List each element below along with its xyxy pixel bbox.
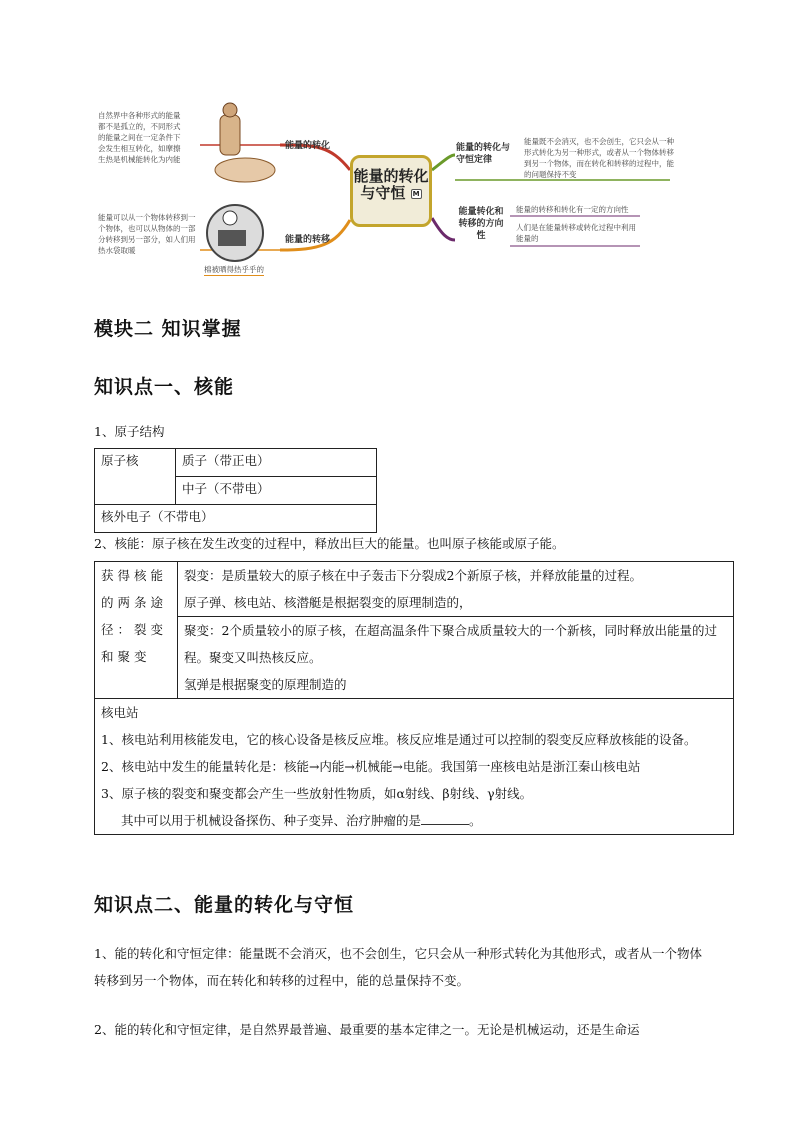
fission-text-1: 裂变：是质量较大的原子核在中子轰击下分裂成2个新原子核，并释放能量的过程。 [184, 568, 642, 583]
mind-map-icon: M [412, 189, 420, 198]
atom-nucleus-cell: 原子核 [95, 449, 176, 505]
fusion-text-1: 聚变：2个质量较小的原子核，在超高温条件下聚合成质量较大的一个新核，同时释放出能量的过程。聚变又叫热核反应。 [184, 623, 717, 665]
direction-label: 能量转化和转移的方向性 [458, 207, 504, 241]
nuclear-station-cell [95, 699, 734, 835]
direction-desc-2: 人们是在能量转移或转化过程中利用能量的 [516, 223, 636, 243]
mind-map [80, 100, 700, 285]
atom-structure-table [94, 448, 377, 533]
station-question [101, 807, 727, 834]
direction-desc-1: 能量的转移和转化有一定的方向性 [516, 205, 629, 214]
module-title: 模块二 知识掌握 [94, 318, 242, 340]
station-title: 核电站 [101, 705, 139, 720]
station-text-3: 3、原子核的裂变和聚变都会产生一些放射性物质，如α射线、β射线、γ射线。 [101, 786, 533, 801]
station-text-2: 2、核电站中发生的能量转化是：核能→内能→机械能→电能。我国第一座核电站是浙江秦山核电站 [101, 759, 641, 774]
kp1-item1: 1、原子结构 [94, 424, 165, 439]
atom-proton-cell: 质子（带正电） [176, 449, 377, 477]
fission-cell [178, 562, 734, 617]
fusion-text-2: 氢弹是根据聚变的原理制造的 [184, 677, 347, 692]
mind-map-center [350, 155, 432, 227]
transfer-caption: 棉被晒得热乎乎的 [204, 265, 264, 274]
ways-cell: 获得核能的两条途径：裂变和聚变 [95, 562, 178, 699]
kp1-title: 知识点一、核能 [94, 376, 235, 398]
conversion-desc: 自然界中各种形式的能量都不是孤立的，不同形式的能量之间在一定条件下会发生相互转化，如摩擦生热是机械能转化为内能 [98, 111, 181, 164]
nuclear-energy-table [94, 561, 734, 835]
atom-electron-cell: 核外电子（不带电） [95, 505, 377, 533]
station-text-1: 1、核电站利用核能发电，它的核心设备是核反应堆。核反应堆是通过可以控制的裂变反应释放核能的设备。 [101, 732, 697, 747]
transfer-desc: 能量可以从一个物体转移到一个物体，也可以从物体的一部分转移到另一部分，如人们用热水袋取暖 [98, 213, 196, 255]
fusion-cell [178, 617, 734, 699]
fission-text-2: 原子弹、核电站、核潜艇是根据裂变的原理制造的， [184, 595, 472, 610]
center-title: 能量的转化与守恒 [353, 167, 429, 202]
station-text-4-end: 。 [469, 813, 482, 828]
law-desc: 能量既不会消灭，也不会创生，它只会从一种形式转化为另一种形式，或者从一个物体转移到另一个物体，而在转化和转移的过程中，能的问题保持不变 [524, 137, 674, 179]
answer-blank[interactable] [421, 812, 469, 825]
conversion-label: 能量的转化 [285, 141, 331, 151]
sun-blanket-illustration [207, 205, 263, 261]
man-sawing-illustration [215, 103, 275, 182]
transfer-label: 能量的转移 [285, 235, 331, 245]
kp2-p2: 2、能的转化和守恒定律，是自然界最普遍、最重要的基本定律之一。无论是机械运动，还是生命运 [94, 1022, 640, 1037]
kp2-title: 知识点二、能量的转化与守恒 [94, 894, 355, 916]
law-label: 能量的转化与守恒定律 [456, 143, 511, 165]
kp1-item2: 2、核能：原子核在发生改变的过程中，释放出巨大的能量。也叫原子核能或原子能。 [94, 536, 565, 551]
kp2-p1: 1、能的转化和守恒定律：能量既不会消灭，也不会创生，它只会从一种形式转化为其他形式，或者从一个物体转移到另一个物体，而在转化和转移的过程中，能的总量保持不变。 [94, 946, 702, 988]
atom-neutron-cell: 中子（不带电） [176, 477, 377, 505]
station-text-4: 其中可以用于机械设备探伤、种子变异、治疗肿瘤的是 [121, 813, 422, 828]
